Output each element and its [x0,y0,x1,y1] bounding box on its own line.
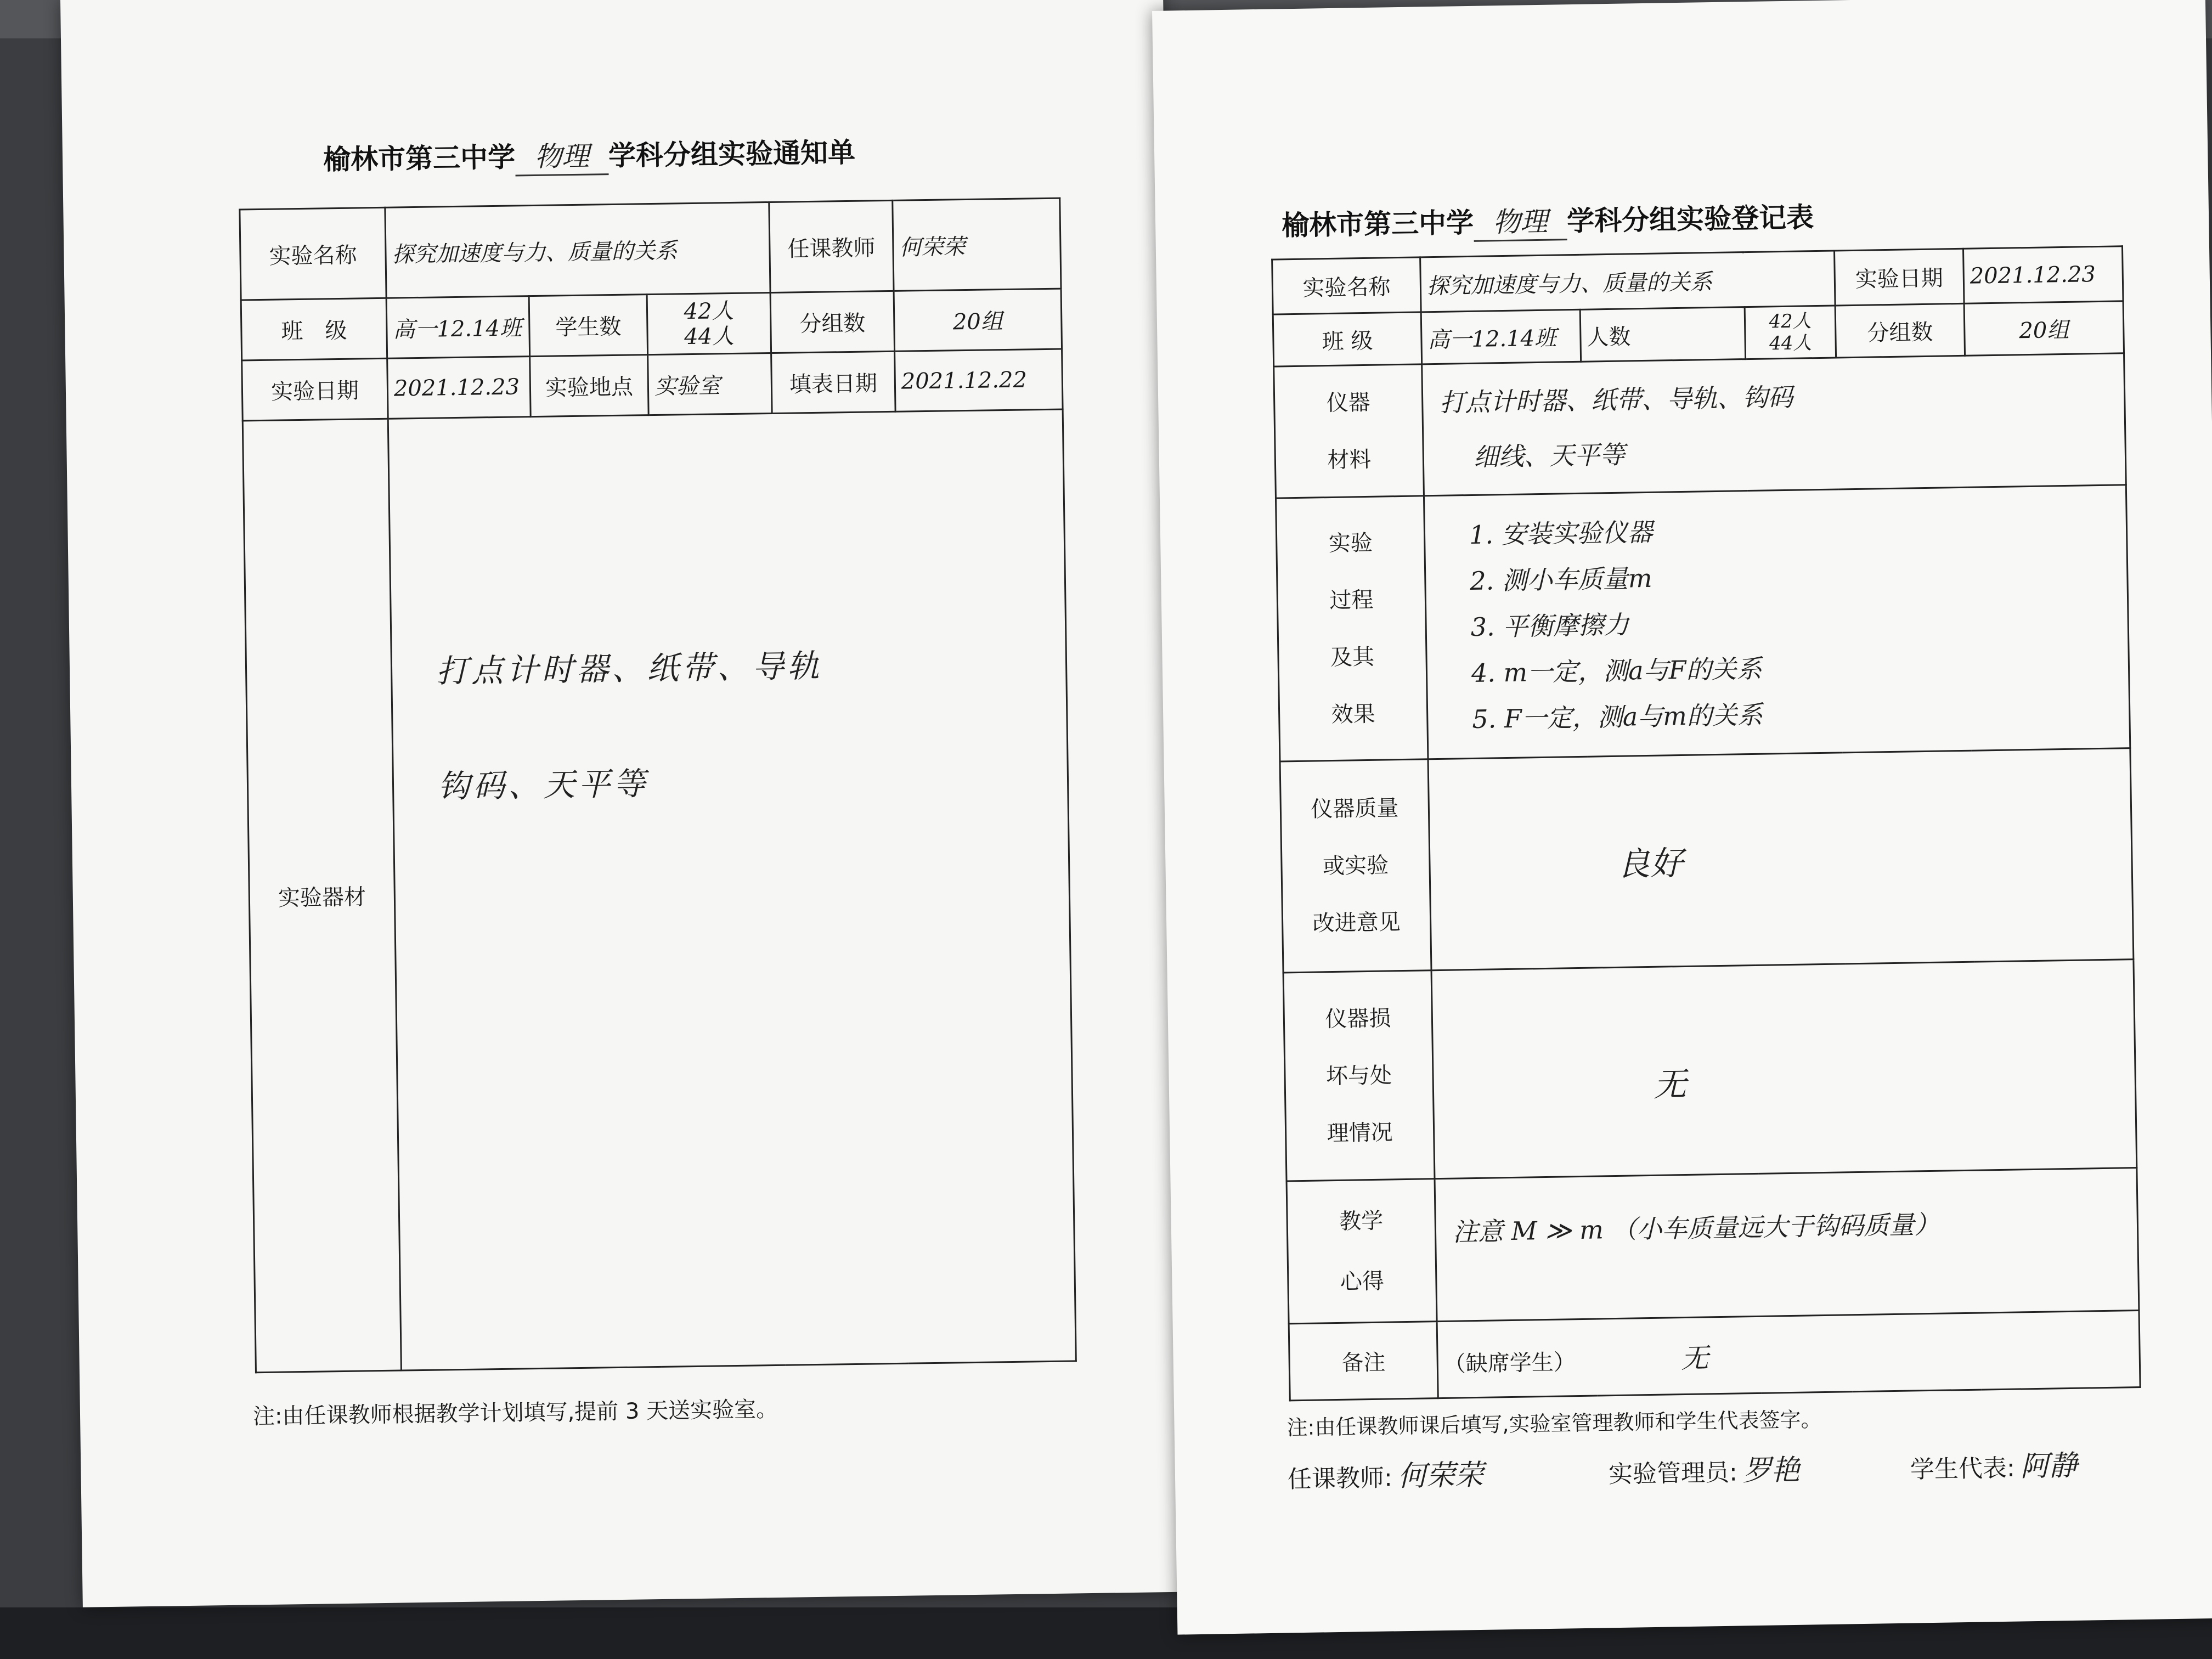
label-students: 学生数 [529,295,648,357]
signature-student-label: 学生代表: [1910,1454,2016,1484]
label-r-absent: （缺席学生） [1443,1349,1576,1377]
label-r-materials-2: 材料 [1327,447,1372,473]
signature-admin-label: 实验管理员: [1608,1458,1738,1489]
label-r-groups: 分组数 [1835,303,1965,358]
signature-teacher-value: 何荣荣 [1397,1458,1484,1493]
label-r-teaching [1286,1179,1437,1324]
value-experiment-name: 探究加速度与力、质量的关系 [385,202,770,298]
value-r-people-2: 44人 [1769,332,1812,355]
register-footnote: 注:由任课教师课后填写,实验室管理教师和学生代表签字。 [1286,1407,1822,1440]
label-r-quality-1: 仪器质量 [1311,795,1399,822]
label-r-teaching-1: 教学 [1339,1208,1384,1234]
process-step-5: 5. F一定，测a与m的关系 [1471,699,1763,734]
register-title-suffix: 学科分组实验登记表 [1566,201,1814,238]
label-r-process-2: 过程 [1329,587,1374,613]
value-r-remarks [1437,1311,2140,1398]
value-r-quality [1428,748,2134,970]
notice-title [323,131,856,179]
process-step-2: 2. 测小车质量m [1469,563,1652,596]
register-sheet [1152,0,2212,1635]
signature-teacher [1287,1452,1483,1496]
label-r-experiment-name: 实验名称 [1272,257,1421,314]
notice-table [239,198,1076,1374]
process-step-4: 4. m一定，测a与F的关系 [1471,653,1762,688]
notice-title-suffix: 学科分组实验通知单 [608,136,856,172]
label-r-quality-3: 改进意见 [1312,910,1401,936]
value-class: 高一12.14班 [386,296,530,359]
value-equipment-line-1: 打点计时器、纸带、导轨 [436,647,823,690]
label-r-teaching-2: 心得 [1340,1268,1385,1295]
value-fill-date: 2021.12.22 [895,349,1063,411]
value-r-teaching-text: 注意 M ≫ m （小车质量远大于钩码质量） [1452,1209,1940,1247]
value-r-absent: 无 [1680,1341,1709,1374]
label-r-process-4: 效果 [1331,701,1376,727]
signature-student-value: 阿静 [2020,1449,2078,1483]
process-step-3: 3. 平衡摩擦力 [1470,609,1629,642]
value-r-quality-text: 良好 [1616,844,1684,884]
signature-student [1910,1442,2078,1486]
value-r-process [1424,485,2130,759]
label-r-process-1: 实验 [1328,530,1373,556]
register-title-prefix: 榆林市第三中学 [1281,206,1474,242]
value-equipment [388,409,1076,1370]
label-r-materials-1: 仪器 [1326,390,1371,416]
process-step-1: 1. 安装实验仪器 [1469,517,1653,550]
register-title [1282,195,1814,245]
label-r-materials [1274,364,1424,498]
label-r-people: 人数 [1580,307,1745,362]
value-r-damage-text: 无 [1653,1065,1687,1104]
label-place: 实验地点 [530,355,649,417]
label-r-quality-2: 或实验 [1322,853,1389,879]
signature-teacher-label: 任课教师: [1287,1464,1393,1494]
label-r-class: 班 级 [1273,312,1421,366]
value-r-materials [1422,353,2126,496]
value-date: 2021.12.23 [387,357,531,419]
value-teacher: 何荣荣 [893,198,1061,291]
value-r-teaching [1435,1168,2139,1322]
label-date: 实验日期 [242,358,388,421]
value-place: 实验室 [648,353,772,415]
value-groups: 20组 [894,289,1062,351]
label-fill-date: 填表日期 [771,351,896,413]
label-r-damage-3: 理情况 [1327,1119,1393,1146]
label-r-remarks: 备注 [1289,1322,1438,1401]
value-r-experiment-name: 探究加速度与力、质量的关系 [1420,251,1835,312]
register-title-subject: 物理 [1474,199,1567,242]
label-experiment-name: 实验名称 [240,207,386,300]
label-class: 班 级 [241,298,387,360]
value-r-materials-line-1: 打点计时器、纸带、导轨、钩码 [1439,382,1793,417]
value-r-groups: 20组 [1964,301,2124,356]
value-r-damage [1431,960,2137,1179]
value-r-people-1: 42人 [1769,310,1812,333]
label-r-process [1276,496,1428,761]
value-students-2: 44人 [684,323,735,349]
value-r-class: 高一12.14班 [1421,309,1581,364]
label-r-process-3: 及其 [1330,644,1375,670]
label-equipment: 实验器材 [242,419,401,1373]
value-r-materials-line-2: 细线、天平等 [1473,439,1626,472]
value-equipment-line-2: 钩码、天平等 [437,765,649,805]
value-students [647,292,771,354]
notice-footnote: 注:由任课教师根据教学计划填写,提前 3 天送实验室。 [252,1396,778,1430]
value-r-people [1745,306,1836,359]
label-r-damage-2: 坏与处 [1325,1062,1392,1089]
signature-admin [1608,1447,1800,1491]
value-students-1: 42人 [684,298,734,324]
label-r-quality [1280,759,1431,973]
register-table [1271,245,2141,1401]
label-r-date: 实验日期 [1835,249,1965,306]
signature-admin-value: 罗艳 [1742,1453,1801,1488]
value-r-date: 2021.12.23 [1963,246,2123,304]
label-teacher: 任课教师 [769,200,894,292]
label-r-damage [1283,970,1435,1181]
label-r-damage-1: 仪器损 [1325,1005,1391,1032]
notice-title-prefix: 榆林市第三中学 [323,141,516,176]
label-groups: 分组数 [770,291,895,353]
notice-title-subject: 物理 [515,134,609,176]
notice-sheet [60,0,1186,1607]
